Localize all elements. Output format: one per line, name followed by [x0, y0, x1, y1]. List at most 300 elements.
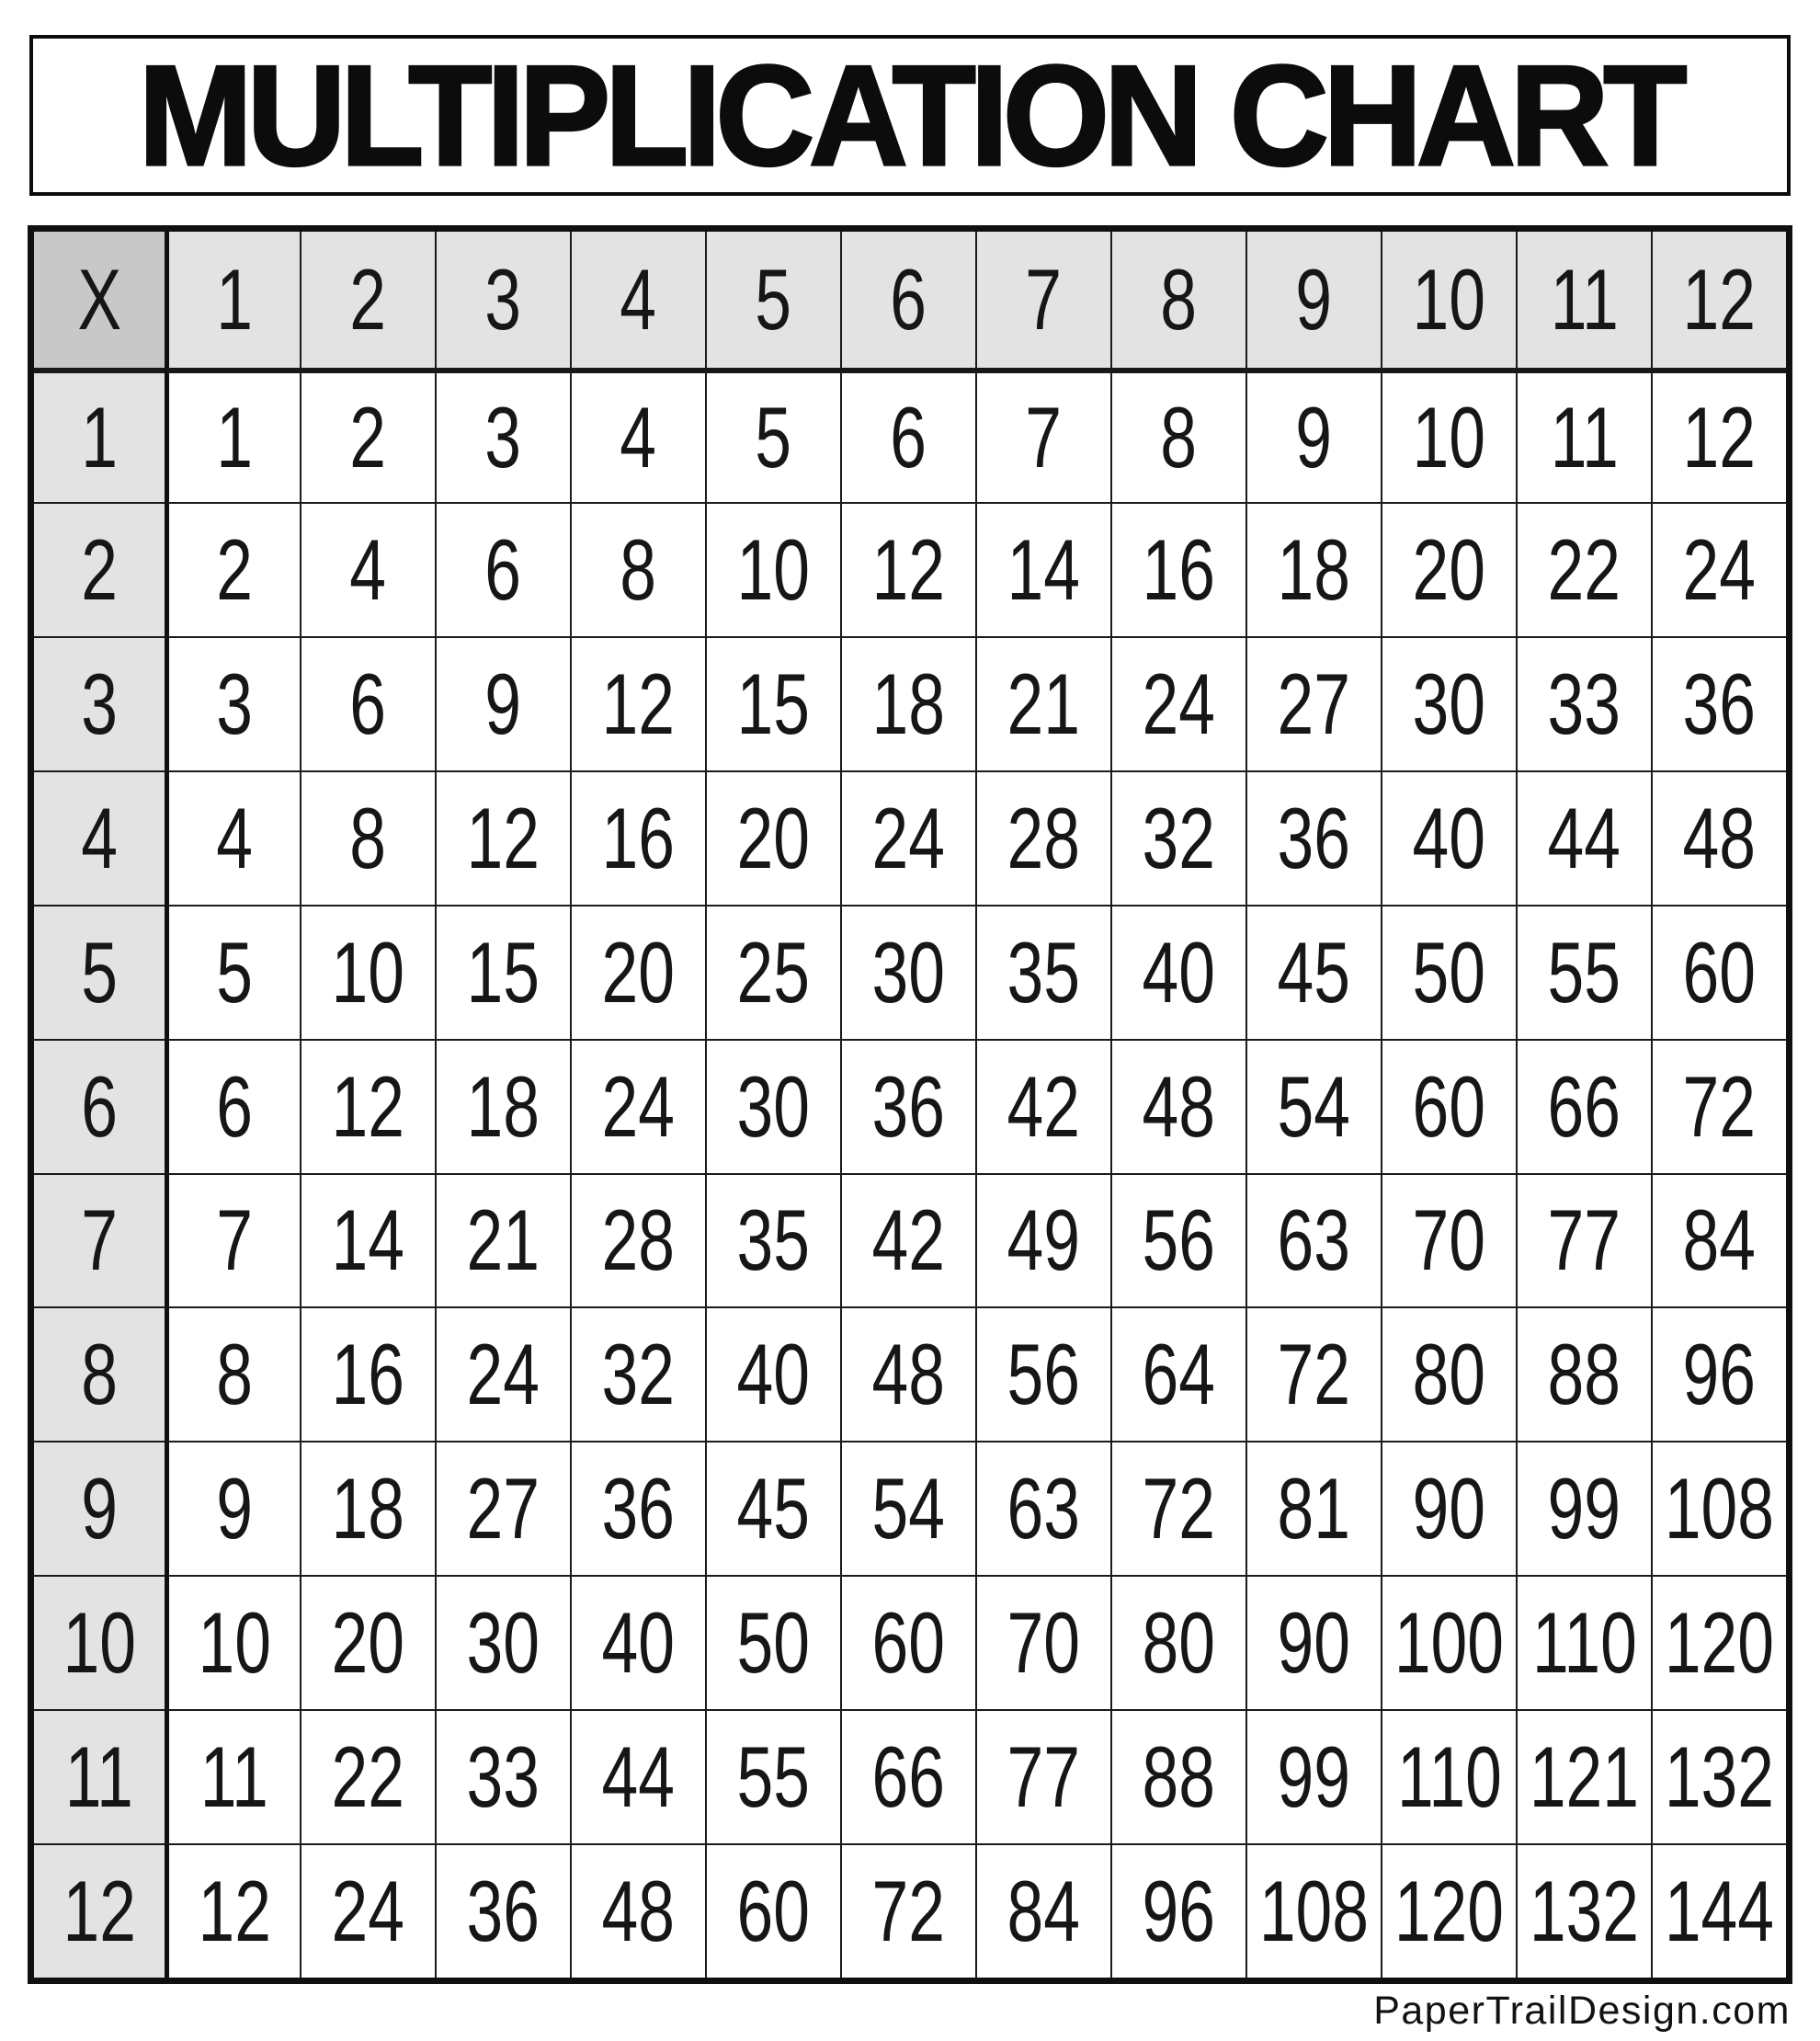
- product-cell: [1381, 905, 1516, 1039]
- product-cell-label: 32: [1142, 789, 1216, 886]
- product-cell: [840, 905, 975, 1039]
- product-cell-label: 6: [484, 520, 522, 618]
- product-cell: [1651, 770, 1786, 905]
- product-cell: [975, 1039, 1110, 1173]
- product-cell: [1651, 1039, 1786, 1173]
- product-cell: [975, 905, 1110, 1039]
- product-cell-label: 3: [484, 388, 522, 485]
- product-cell: [300, 1441, 435, 1575]
- product-cell-label: 99: [1547, 1460, 1621, 1557]
- product-cell-label: 90: [1277, 1594, 1351, 1692]
- product-cell-label: 18: [466, 1057, 540, 1155]
- product-cell: [1246, 368, 1381, 502]
- product-cell: [840, 1843, 975, 1978]
- product-cell-label: 18: [331, 1460, 405, 1557]
- product-cell: [1381, 1306, 1516, 1441]
- product-cell: [435, 770, 570, 905]
- product-cell: [1246, 1843, 1381, 1978]
- product-cell: [1110, 1575, 1246, 1709]
- product-cell-label: 12: [871, 520, 946, 618]
- product-cell-label: 110: [1396, 1728, 1502, 1826]
- row-header-cell-label: 4: [81, 789, 118, 886]
- product-cell-label: 12: [198, 1863, 271, 1960]
- product-cell-label: 60: [736, 1863, 811, 1960]
- row-header-cell: [34, 1575, 165, 1709]
- product-cell-label: 7: [1025, 388, 1063, 485]
- product-cell: [1516, 1843, 1651, 1978]
- product-cell: [165, 636, 300, 770]
- product-cell-label: 12: [331, 1057, 405, 1155]
- product-cell: [1516, 1575, 1651, 1709]
- product-cell: [1246, 1575, 1381, 1709]
- product-cell-label: 32: [601, 1326, 676, 1423]
- product-cell-label: 70: [1007, 1594, 1081, 1692]
- product-cell-label: 6: [216, 1057, 253, 1155]
- product-cell-label: 30: [736, 1057, 811, 1155]
- row-header-cell-label: 7: [81, 1192, 118, 1289]
- product-cell-label: 48: [871, 1326, 946, 1423]
- product-cell: [1246, 770, 1381, 905]
- product-cell-label: 60: [871, 1594, 946, 1692]
- product-cell: [300, 636, 435, 770]
- product-cell-label: 88: [1547, 1326, 1621, 1423]
- product-cell-label: 66: [871, 1728, 946, 1826]
- product-cell: [435, 636, 570, 770]
- corner-cell: [34, 232, 165, 368]
- product-cell: [705, 502, 840, 636]
- page-title: MULTIPLICATION CHART: [138, 35, 1682, 195]
- row-header-cell: [34, 502, 165, 636]
- product-cell-label: 70: [1412, 1192, 1486, 1289]
- product-cell: [1651, 1843, 1786, 1978]
- product-cell: [975, 1173, 1110, 1307]
- product-cell: [570, 1575, 705, 1709]
- product-cell-label: 35: [1007, 923, 1081, 1020]
- product-cell-label: 33: [1547, 655, 1621, 752]
- product-cell: [1651, 1173, 1786, 1307]
- product-cell-label: 18: [1277, 520, 1351, 618]
- product-cell-label: 50: [1412, 923, 1486, 1020]
- product-cell: [1516, 1306, 1651, 1441]
- product-cell: [435, 1441, 570, 1575]
- product-cell: [705, 905, 840, 1039]
- column-header-cell-label: 9: [1295, 251, 1333, 348]
- column-header-cell: [435, 232, 570, 368]
- product-cell-label: 132: [1664, 1728, 1775, 1826]
- product-cell: [705, 636, 840, 770]
- product-cell-label: 30: [871, 923, 946, 1020]
- product-cell-label: 15: [466, 923, 540, 1020]
- product-cell-label: 6: [349, 655, 387, 752]
- product-cell: [435, 368, 570, 502]
- product-cell-label: 40: [1412, 789, 1486, 886]
- product-cell-label: 21: [466, 1192, 540, 1289]
- product-cell: [165, 1709, 300, 1843]
- column-header-cell-label: 7: [1025, 251, 1063, 348]
- product-cell: [435, 1306, 570, 1441]
- product-cell-label: 24: [1682, 520, 1757, 618]
- product-cell: [975, 502, 1110, 636]
- product-cell-label: 10: [1412, 388, 1486, 485]
- product-cell: [1381, 368, 1516, 502]
- product-cell: [1516, 636, 1651, 770]
- product-cell-label: 48: [601, 1863, 676, 1960]
- product-cell: [840, 1575, 975, 1709]
- product-cell: [975, 1441, 1110, 1575]
- column-header-cell: [1651, 232, 1786, 368]
- column-header-cell-label: 12: [1682, 251, 1757, 348]
- product-cell: [300, 368, 435, 502]
- product-cell-label: 54: [1277, 1057, 1351, 1155]
- row-header-cell: [34, 1039, 165, 1173]
- column-header-cell: [840, 232, 975, 368]
- product-cell-label: 44: [1547, 789, 1621, 886]
- product-cell-label: 8: [620, 520, 657, 618]
- column-header-cell: [975, 232, 1110, 368]
- product-cell: [1246, 1441, 1381, 1575]
- product-cell-label: 24: [871, 789, 946, 886]
- product-cell-label: 72: [871, 1863, 946, 1960]
- product-cell: [165, 368, 300, 502]
- product-cell-label: 40: [736, 1326, 811, 1423]
- product-cell-label: 40: [1142, 923, 1216, 1020]
- product-cell: [435, 1843, 570, 1978]
- product-cell-label: 28: [1007, 789, 1081, 886]
- product-cell-label: 20: [331, 1594, 405, 1692]
- row-header-cell: [34, 1441, 165, 1575]
- product-cell: [705, 1575, 840, 1709]
- product-cell: [1381, 636, 1516, 770]
- product-cell: [1381, 1441, 1516, 1575]
- product-cell-label: 108: [1664, 1460, 1775, 1557]
- product-cell: [1110, 1039, 1246, 1173]
- product-cell: [840, 1441, 975, 1575]
- column-header-cell: [570, 232, 705, 368]
- product-cell-label: 16: [601, 789, 676, 886]
- column-header-cell: [1516, 232, 1651, 368]
- product-cell-label: 16: [1142, 520, 1216, 618]
- product-cell-label: 48: [1682, 789, 1757, 886]
- product-cell-label: 40: [601, 1594, 676, 1692]
- column-header-cell: [1110, 232, 1246, 368]
- product-cell: [705, 1039, 840, 1173]
- row-header-cell: [34, 368, 165, 502]
- product-cell-label: 45: [1277, 923, 1351, 1020]
- product-cell-label: 60: [1412, 1057, 1486, 1155]
- product-cell-label: 25: [736, 923, 811, 1020]
- product-cell-label: 84: [1007, 1863, 1081, 1960]
- column-header-cell: [1246, 232, 1381, 368]
- row-header-cell-label: 9: [81, 1460, 118, 1557]
- product-cell: [165, 1173, 300, 1307]
- product-cell-label: 120: [1664, 1594, 1775, 1692]
- product-cell-label: 30: [1412, 655, 1486, 752]
- product-cell: [975, 1843, 1110, 1978]
- product-cell: [705, 1709, 840, 1843]
- product-cell-label: 6: [890, 388, 927, 485]
- product-cell: [300, 1306, 435, 1441]
- product-cell: [300, 905, 435, 1039]
- product-cell: [165, 1039, 300, 1173]
- product-cell-label: 56: [1007, 1326, 1081, 1423]
- product-cell: [1516, 1173, 1651, 1307]
- product-cell: [1246, 636, 1381, 770]
- product-cell: [1110, 368, 1246, 502]
- row-header-cell: [34, 1173, 165, 1307]
- row-header-cell-label: 12: [63, 1863, 136, 1960]
- product-cell-label: 99: [1277, 1728, 1351, 1826]
- product-cell: [1110, 1306, 1246, 1441]
- product-cell: [840, 502, 975, 636]
- product-cell: [300, 1039, 435, 1173]
- column-header-cell: [300, 232, 435, 368]
- product-cell-label: 9: [1295, 388, 1333, 485]
- product-cell: [570, 905, 705, 1039]
- row-header-cell-label: 1: [81, 388, 118, 485]
- column-header-cell-label: 5: [755, 251, 792, 348]
- product-cell: [1246, 1039, 1381, 1173]
- product-cell: [975, 1575, 1110, 1709]
- product-cell-label: 18: [871, 655, 946, 752]
- product-cell-label: 12: [1682, 388, 1757, 485]
- product-cell-label: 15: [736, 655, 811, 752]
- product-cell-label: 42: [871, 1192, 946, 1289]
- product-cell-label: 72: [1142, 1460, 1216, 1557]
- product-cell: [1381, 1039, 1516, 1173]
- product-cell-label: 14: [1007, 520, 1081, 618]
- product-cell: [435, 1173, 570, 1307]
- product-cell: [435, 502, 570, 636]
- product-cell-label: 1: [216, 388, 253, 485]
- row-header-cell-label: 5: [81, 923, 118, 1020]
- product-cell-label: 44: [601, 1728, 676, 1826]
- product-cell-label: 66: [1547, 1057, 1621, 1155]
- product-cell: [975, 636, 1110, 770]
- product-cell: [1110, 905, 1246, 1039]
- product-cell-label: 63: [1277, 1192, 1351, 1289]
- product-cell: [1651, 1709, 1786, 1843]
- column-header-cell: [705, 232, 840, 368]
- product-cell: [705, 770, 840, 905]
- product-cell: [570, 1306, 705, 1441]
- product-cell: [840, 1173, 975, 1307]
- product-cell-label: 9: [216, 1460, 253, 1557]
- product-cell-label: 27: [466, 1460, 540, 1557]
- product-cell-label: 33: [466, 1728, 540, 1826]
- product-cell: [570, 1843, 705, 1978]
- column-header-cell-label: 2: [349, 251, 387, 348]
- title-banner: [29, 35, 1791, 196]
- product-cell-label: 63: [1007, 1460, 1081, 1557]
- product-cell-label: 54: [871, 1460, 946, 1557]
- product-cell: [435, 905, 570, 1039]
- product-cell-label: 49: [1007, 1192, 1081, 1289]
- product-cell: [1246, 905, 1381, 1039]
- product-cell-label: 5: [216, 923, 253, 1020]
- column-header-cell-label: 6: [890, 251, 927, 348]
- product-cell-label: 45: [736, 1460, 811, 1557]
- product-cell: [1651, 1575, 1786, 1709]
- product-cell-label: 48: [1142, 1057, 1216, 1155]
- product-cell-label: 84: [1682, 1192, 1757, 1289]
- product-cell-label: 100: [1393, 1594, 1505, 1692]
- product-cell-label: 96: [1142, 1863, 1216, 1960]
- product-cell: [1110, 1843, 1246, 1978]
- product-cell-label: 121: [1529, 1728, 1640, 1826]
- product-cell-label: 90: [1412, 1460, 1486, 1557]
- product-cell-label: 8: [1160, 388, 1198, 485]
- row-header-cell-label: 8: [81, 1326, 118, 1423]
- product-cell-label: 110: [1531, 1594, 1637, 1692]
- row-header-cell: [34, 1843, 165, 1978]
- product-cell-label: 42: [1007, 1057, 1081, 1155]
- row-header-cell-label: 3: [81, 655, 118, 752]
- product-cell: [975, 368, 1110, 502]
- product-cell: [165, 770, 300, 905]
- product-cell-label: 10: [736, 520, 811, 618]
- product-cell-label: 108: [1258, 1863, 1370, 1960]
- product-cell-label: 77: [1007, 1728, 1081, 1826]
- product-cell: [1516, 770, 1651, 905]
- product-cell: [570, 1441, 705, 1575]
- product-cell: [165, 1843, 300, 1978]
- product-cell: [435, 1575, 570, 1709]
- product-cell: [705, 1441, 840, 1575]
- product-cell-label: 72: [1682, 1057, 1757, 1155]
- product-cell: [705, 1173, 840, 1307]
- footer-credit: PaperTrailDesign.com: [1373, 1989, 1791, 2033]
- product-cell-label: 22: [331, 1728, 405, 1826]
- product-cell-label: 12: [601, 655, 676, 752]
- product-cell: [1381, 770, 1516, 905]
- product-cell-label: 80: [1142, 1594, 1216, 1692]
- column-header-cell-label: 3: [484, 251, 522, 348]
- row-header-cell-label: 10: [63, 1594, 136, 1692]
- product-cell: [1246, 1306, 1381, 1441]
- product-cell: [840, 1039, 975, 1173]
- product-cell: [1110, 502, 1246, 636]
- column-header-cell-label: 8: [1160, 251, 1198, 348]
- product-cell-label: 4: [216, 789, 253, 886]
- product-cell-label: 21: [1007, 655, 1081, 752]
- product-cell: [1381, 1575, 1516, 1709]
- product-cell: [300, 770, 435, 905]
- product-cell: [570, 1039, 705, 1173]
- product-cell: [975, 770, 1110, 905]
- product-cell-label: 9: [484, 655, 522, 752]
- product-cell-label: 120: [1393, 1863, 1505, 1960]
- product-cell: [300, 1843, 435, 1978]
- product-cell-label: 80: [1412, 1326, 1486, 1423]
- column-header-cell-label: 11: [1550, 251, 1619, 348]
- product-cell-label: 55: [736, 1728, 811, 1826]
- product-cell-label: 28: [601, 1192, 676, 1289]
- column-header-cell: [1381, 232, 1516, 368]
- product-cell-label: 16: [331, 1326, 405, 1423]
- column-header-cell-label: 10: [1412, 251, 1486, 348]
- product-cell-label: 10: [198, 1594, 271, 1692]
- product-cell: [300, 1173, 435, 1307]
- product-cell: [1651, 905, 1786, 1039]
- product-cell: [1110, 1173, 1246, 1307]
- product-cell: [300, 1575, 435, 1709]
- product-cell-label: 20: [601, 923, 676, 1020]
- product-cell-label: 50: [736, 1594, 811, 1692]
- product-cell-label: 11: [1550, 388, 1619, 485]
- product-cell: [1651, 502, 1786, 636]
- product-cell-label: 12: [466, 789, 540, 886]
- product-cell: [1651, 636, 1786, 770]
- product-cell: [840, 368, 975, 502]
- product-cell: [1381, 1709, 1516, 1843]
- product-cell: [165, 502, 300, 636]
- product-cell-label: 30: [466, 1594, 540, 1692]
- product-cell-label: 24: [331, 1863, 405, 1960]
- product-cell: [1110, 770, 1246, 905]
- product-cell-label: 36: [1277, 789, 1351, 886]
- product-cell: [570, 368, 705, 502]
- product-cell: [165, 1306, 300, 1441]
- row-header-cell-label: 11: [64, 1728, 134, 1826]
- product-cell: [300, 502, 435, 636]
- product-cell-label: 8: [216, 1326, 253, 1423]
- product-cell: [570, 770, 705, 905]
- corner-cell-label: X: [77, 251, 121, 348]
- product-cell-label: 60: [1682, 923, 1757, 1020]
- product-cell: [1246, 502, 1381, 636]
- product-cell-label: 36: [466, 1863, 540, 1960]
- product-cell: [840, 770, 975, 905]
- product-cell-label: 36: [601, 1460, 676, 1557]
- product-cell: [705, 1843, 840, 1978]
- product-cell: [840, 1709, 975, 1843]
- product-cell: [435, 1039, 570, 1173]
- product-cell-label: 35: [736, 1192, 811, 1289]
- column-header-cell-label: 4: [620, 251, 657, 348]
- product-cell: [1516, 905, 1651, 1039]
- product-cell-label: 36: [1682, 655, 1757, 752]
- row-header-cell-label: 2: [81, 520, 118, 618]
- product-cell: [1516, 368, 1651, 502]
- product-cell-label: 11: [199, 1728, 269, 1826]
- product-cell-label: 77: [1547, 1192, 1621, 1289]
- product-cell-label: 55: [1547, 923, 1621, 1020]
- product-cell: [705, 368, 840, 502]
- row-header-cell: [34, 1709, 165, 1843]
- product-cell-label: 5: [755, 388, 792, 485]
- product-cell-label: 24: [1142, 655, 1216, 752]
- product-cell: [165, 1441, 300, 1575]
- product-cell-label: 24: [601, 1057, 676, 1155]
- product-cell-label: 20: [736, 789, 811, 886]
- column-header-cell-label: 1: [216, 251, 253, 348]
- product-cell: [1516, 502, 1651, 636]
- product-cell-label: 27: [1277, 655, 1351, 752]
- product-cell: [1110, 636, 1246, 770]
- product-cell-label: 132: [1529, 1863, 1640, 1960]
- product-cell: [165, 1575, 300, 1709]
- row-header-cell: [34, 1306, 165, 1441]
- product-cell-label: 2: [216, 520, 253, 618]
- row-header-cell: [34, 770, 165, 905]
- row-header-cell-label: 6: [81, 1057, 118, 1155]
- product-cell-label: 3: [216, 655, 253, 752]
- product-cell-label: 10: [331, 923, 405, 1020]
- product-cell-label: 36: [871, 1057, 946, 1155]
- product-cell: [1651, 1306, 1786, 1441]
- product-cell-label: 24: [466, 1326, 540, 1423]
- product-cell: [975, 1709, 1110, 1843]
